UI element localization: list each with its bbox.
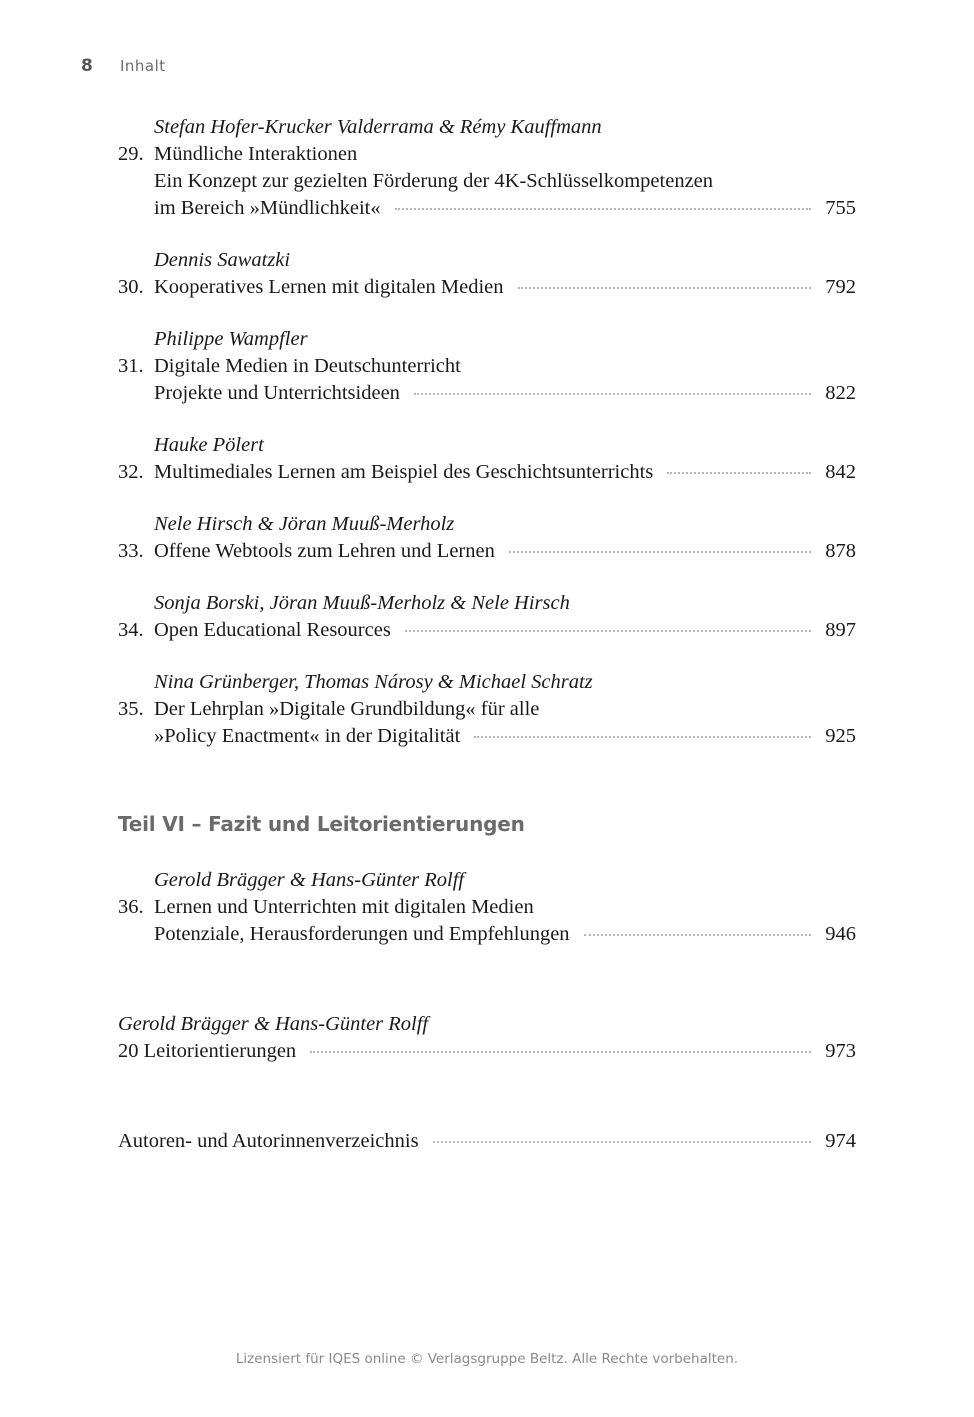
entry-authors: Dennis Sawatzki <box>154 249 291 271</box>
entry-title: Mündliche Interaktionen <box>154 143 358 165</box>
toc-link-29[interactable] <box>154 195 856 222</box>
entry-title: Autoren- und Autorinnenverzeichnis <box>118 1130 419 1152</box>
entry-subtitle: Ein Konzept zur gezielten Förderung der 4K-Schlüsselkompetenzen <box>154 170 714 192</box>
toc-link-30[interactable] <box>154 274 856 301</box>
entry-authors: Gerold Brägger & Hans-Günter Rolff <box>154 869 465 891</box>
entry-title: 20 Leitorientierungen <box>118 1040 297 1062</box>
entry-title: Lernen und Unterrichten mit digitalen Medien <box>154 896 534 918</box>
entry-authors: Gerold Brägger & Hans-Günter Rolff <box>118 1013 429 1035</box>
entry-page-number: 822 <box>825 382 856 404</box>
running-head <box>81 56 166 76</box>
entry-page-number: 878 <box>825 540 856 562</box>
entry-number: 31. <box>118 355 144 377</box>
toc-link-33[interactable] <box>154 538 856 565</box>
entry-title: Multimediales Lernen am Beispiel des Geschichtsunterrichts <box>154 461 654 483</box>
entry-number: 33. <box>118 540 144 562</box>
running-head-title: Inhalt <box>119 57 166 75</box>
entry-page-number: 946 <box>825 923 856 945</box>
entry-authors: Philippe Wampfler <box>154 328 308 350</box>
entry-page-number: 973 <box>825 1040 856 1062</box>
entry-number: 34. <box>118 619 144 641</box>
entry-number: 29. <box>118 143 144 165</box>
entry-authors: Hauke Pölert <box>154 434 264 456</box>
toc-link-34[interactable] <box>154 617 856 644</box>
toc-link-35[interactable] <box>154 723 856 750</box>
license-footer: Lizensiert für IQES online © Verlagsgruppe Beltz. Alle Rechte vorbehalten. <box>235 1351 739 1367</box>
entry-title: Digitale Medien in Deutschunterricht <box>154 355 461 377</box>
toc-link-autorenverzeichnis[interactable] <box>118 1128 856 1155</box>
entry-title: Open Educational Resources <box>154 619 391 641</box>
entry-page-number: 974 <box>825 1130 856 1152</box>
entry-title-last-line: im Bereich »Mündlichkeit« <box>154 197 381 219</box>
dot-leader <box>474 736 811 738</box>
entry-page-number: 792 <box>825 276 856 298</box>
entry-title: Offene Webtools zum Lehren und Lernen <box>154 540 495 562</box>
entry-title-last-line: Projekte und Unterrichtsideen <box>154 382 400 404</box>
toc-link-31[interactable] <box>154 380 856 407</box>
section-heading: Teil VI – Fazit und Leitorientierungen <box>118 812 525 836</box>
entry-title-last-line: »Policy Enactment« in der Digitalität <box>154 725 461 747</box>
dot-leader <box>518 287 812 289</box>
entry-number: 30. <box>118 276 144 298</box>
entry-title-last-line: Potenziale, Herausforderungen und Empfehlungen <box>154 923 570 945</box>
entry-page-number: 842 <box>825 461 856 483</box>
entry-authors: Nele Hirsch & Jöran Muuß-Merholz <box>154 513 455 535</box>
entry-number: 36. <box>118 896 144 918</box>
entry-number: 35. <box>118 698 144 720</box>
toc-link-36[interactable] <box>154 921 856 948</box>
entry-title: Der Lehrplan »Digitale Grundbildung« für alle <box>154 698 540 720</box>
toc-link-leitorientierungen[interactable] <box>118 1038 856 1065</box>
entry-authors: Sonja Borski, Jöran Muuß-Merholz & Nele Hirsch <box>154 592 570 614</box>
entry-page-number: 897 <box>825 619 856 641</box>
entry-title: Kooperatives Lernen mit digitalen Medien <box>154 276 504 298</box>
dot-leader <box>405 630 811 632</box>
entry-authors: Nina Grünberger, Thomas Nárosy & Michael Schratz <box>154 671 593 693</box>
dot-leader <box>433 1141 812 1143</box>
dot-leader <box>310 1051 811 1053</box>
dot-leader <box>395 208 812 210</box>
dot-leader <box>414 393 811 395</box>
page-number: 8 <box>81 56 93 76</box>
toc-link-32[interactable] <box>154 459 856 486</box>
entry-page-number: 755 <box>825 197 856 219</box>
entry-number: 32. <box>118 461 144 483</box>
dot-leader <box>584 934 812 936</box>
dot-leader <box>667 472 811 474</box>
dot-leader <box>509 551 811 553</box>
entry-page-number: 925 <box>825 725 856 747</box>
entry-authors: Stefan Hofer-Krucker Valderrama & Rémy Kauffmann <box>154 116 602 138</box>
